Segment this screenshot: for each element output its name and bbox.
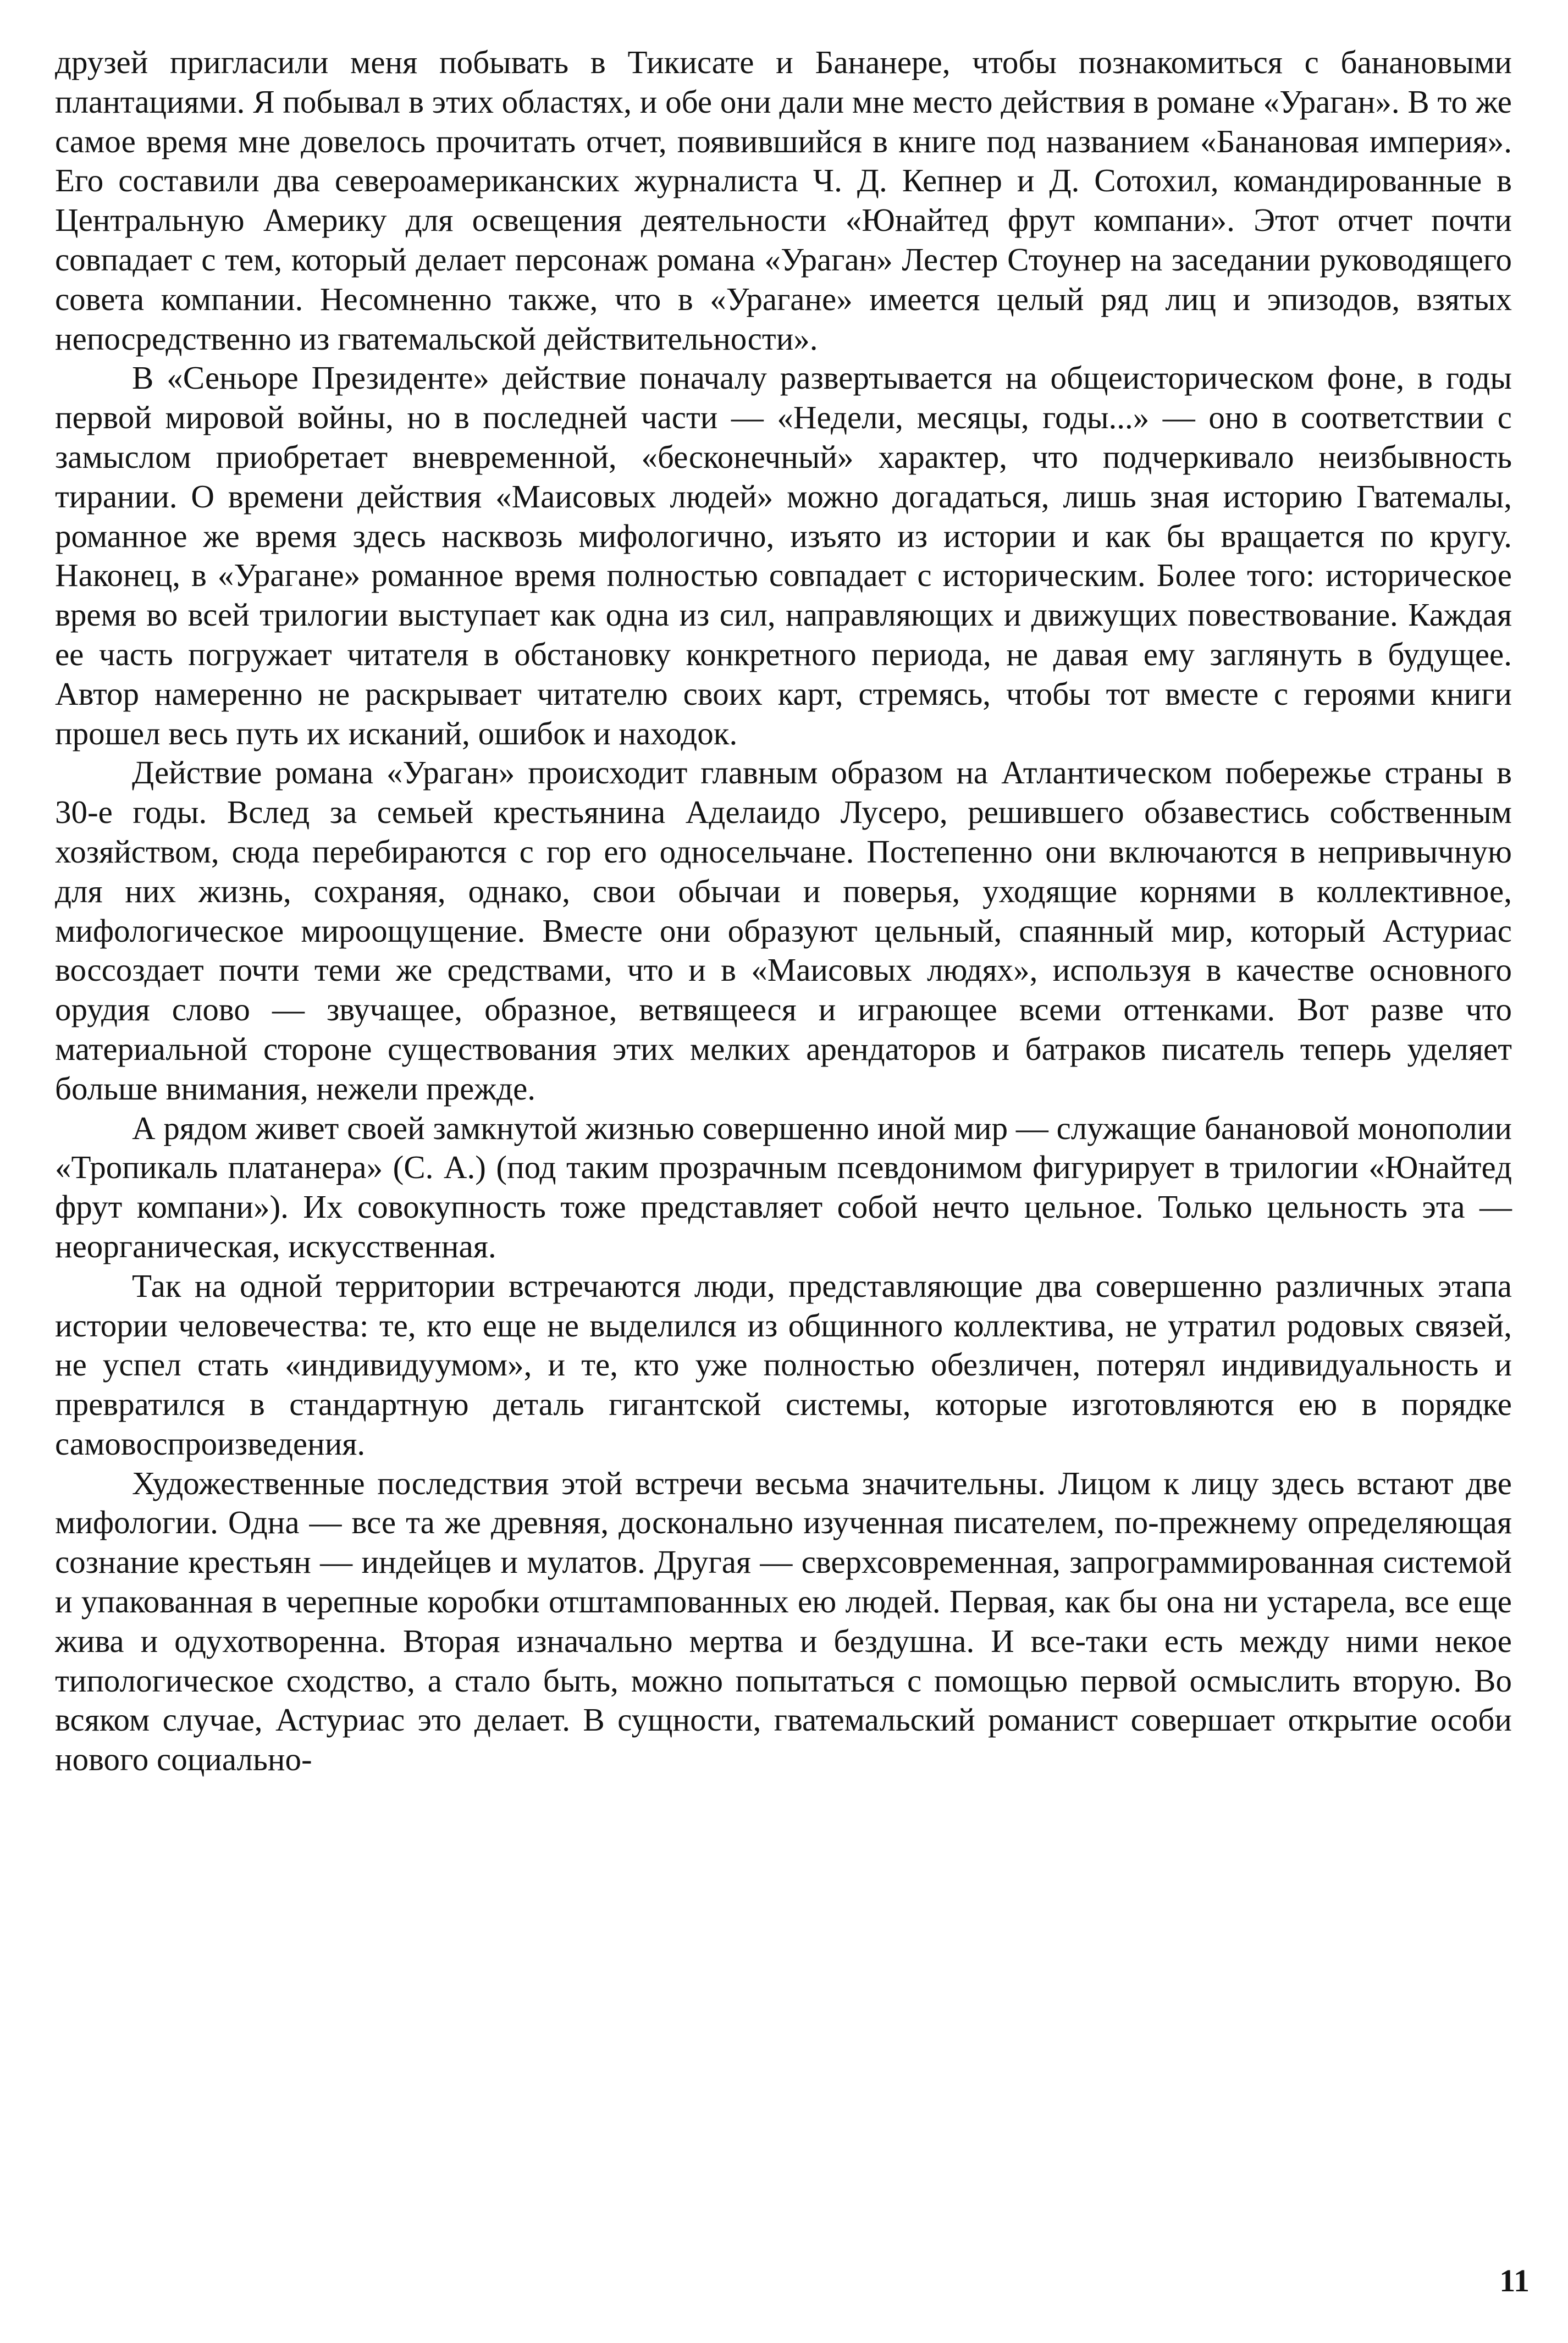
page-number: 11: [1499, 2263, 1530, 2298]
paragraph: А рядом живет своей замкнутой жизнью совершенно иной мир — служащие банановой монополии «Тропикаль платанера» (С. А.) (под таким прозрачным псевдонимом фигурирует в трилогии «Юнайтед фрут компани»). Их совокупность тоже представляет собой нечто цельное. Только цельность эта — неорганическая, искусственная.: [55, 1109, 1512, 1264]
paragraph: Действие романа «Ураган» происходит главным образом на Атлантическом побережье страны в 30-е годы. Вслед за семьей крестьянина Аделаидо Лусеро, решившего обзавестись собственным хозяйством, сюда перебираются с гор его односельчане. Постепенно они включаются в непривычную для них жизнь, сохраняя, однако, свои обычаи и поверья, уходящие корнями в коллективное, мифологическое мироощущение. Вместе они образуют цельный, спаянный мир, который Астуриас воссоздает почти теми же средствами, что и в «Маисовых людях», используя в качестве основного орудия слово — звучащее, образное, ветвящееся и играющее всеми оттенками. Вот разве что материальной стороне существования этих мелких арендаторов и батраков писатель теперь уделяет больше внимания, нежели прежде.: [55, 754, 1512, 1107]
paragraph-continued: друзей пригласили меня побывать в Тикисате и Бананере, чтобы познакомиться с банановыми плантациями. Я побывал в этих областях, и обе они дали мне место действия в романе «Ураган». В то же самое время мне довелось прочитать отчет, появившийся в книге под названием «Банановая империя». Его составили два североамериканских журналиста Ч. Д. Кепнер и Д. Сотохил, командированные в Центральную Америку для освещения деятельности «Юнайтед фрут компани». Этот отчет почти совпадает с тем, который делает персонаж романа «Ураган» Лестер Стоунер на заседании руководящего совета компании. Несомненно также, что в «Урагане» имеется целый ряд лиц и эпизодов, взятых непосредственно из гватемальской действительности».: [55, 44, 1512, 357]
paragraph: Так на одной территории встречаются люди, представляющие два совершенно различных этапа истории человечества: те, кто еще не выделился из общинного коллектива, не утратил родовых связей, не успел стать «индивидуумом», и те, кто уже полностью обезличен, потерял индивидуальность и превратился в стандартную деталь гигантской системы, которые изготовляются ею в порядке самовоспроизведения.: [55, 1267, 1512, 1462]
paragraph: Художественные последствия этой встречи весьма значительны. Лицом к лицу здесь встают две мифологии. Одна — все та же древняя, досконально изученная писателем, по-прежнему определяющая сознание крестьян — индейцев и мулатов. Другая — сверхсовременная, запрограммированная системой и упакованная в черепные коробки отштампованных ею людей. Первая, как бы она ни устарела, все еще жива и одухотворенна. Вторая изначально мертва и бездушна. И все-таки есть между ними некое типологическое сходство, а стало быть, можно попытаться с помощью первой осмыслить вторую. Во всяком случае, Астуриас это делает. В сущности, гватемальский романист совершает открытие особи нового социально-: [55, 1465, 1512, 1778]
body-text: [55, 43, 1512, 1780]
paragraph: В «Сеньоре Президенте» действие поначалу развертывается на общеисторическом фоне, в годы первой мировой войны, но в последней части — «Недели, месяцы, годы...» — оно в соответствии с замыслом приобретает вневременной, «бесконечный» характер, что подчеркивало неизбывность тирании. О времени действия «Маисовых людей» можно догадаться, лишь зная историю Гватемалы, романное же время здесь насквозь мифологично, изъято из истории и как бы вращается по кругу. Наконец, в «Урагане» романное время полностью совпадает с историческим. Более того: историческое время во всей трилогии выступает как одна из сил, направляющих и движущих повествование. Каждая ее часть погружает читателя в обстановку конкретного периода, не давая ему заглянуть в будущее. Автор намеренно не раскрывает читателю своих карт, стремясь, чтобы тот вместе с героями книги прошел весь путь их исканий, ошибок и находок.: [55, 360, 1512, 751]
